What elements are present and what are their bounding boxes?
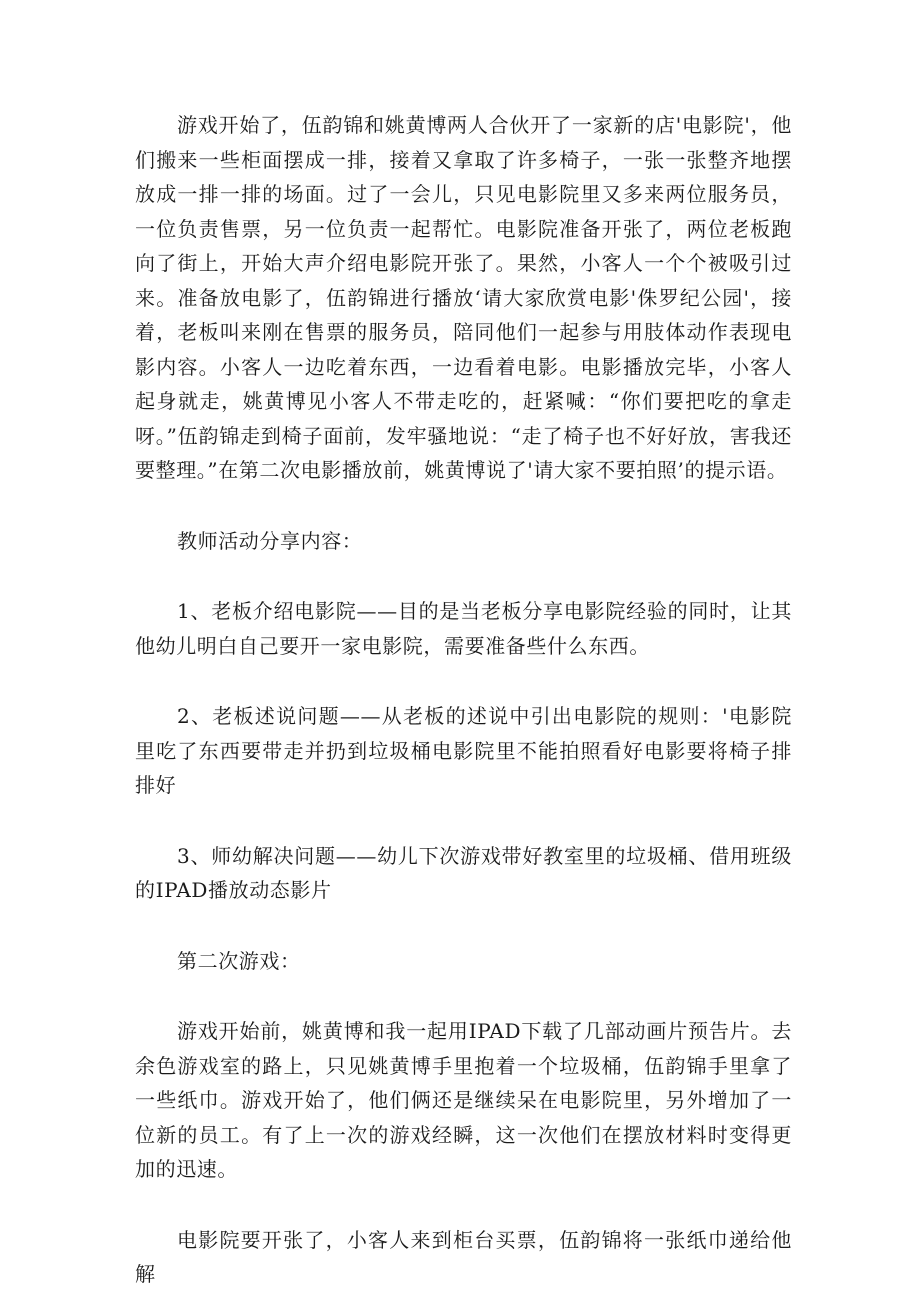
story-paragraph-1: 游戏开始了，伍韵锦和姚黄博两人合伙开了一家新的店'电影院'，他们搬来一些柜面摆成一排，接着又拿取了许多椅子，一张一张整齐地摆放成一排一排的场面。过了一会儿，只见电影院里又多来两位服务员，一位负责售票，另一位负责一起帮忙。电影院准备开张了，两位老板跑向了街上，开始大声介绍电影院开张了。果然，小客人一个个被吸引过来。准备放电影了，伍韵锦进行播放‘请大家欣赏电影'侏罗纪公园'，接着，老板叫来刚在售票的服务员，陪同他们一起参与用肢体动作表现电影内容。小客人一边吃着东西，一边看着电影。电影播放完毕，小客人起身就走，姚黄博见小客人不带走吃的，赶紧喊：“你们要把吃的拿走呀。”伍韵锦走到椅子面前，发牢骚地说：“走了椅子也不好好放，害我还要整理。”在第二次电影播放前，姚黄博说了'请大家不要拍照’的提示语。 [135, 113, 792, 482]
activity-item-1: 1、老板介绍电影院——目的是当老板分享电影院经验的同时，让其他幼儿明白自己要开一家电影院，需要准备些什么东西。 [135, 599, 792, 658]
second-game-paragraph: 游戏开始前，姚黄博和我一起用IPAD下载了几部动画片预告片。去余色游戏室的路上，只见姚黄博手里抱着一个垃圾桶，伍韵锦手里拿了一些纸巾。游戏开始了，他们俩还是继续呆在电影院里，另外增加了一位新的员工。有了上一次的游戏经瞬，这一次他们在摆放材料时变得更加的迅速。 [135, 1019, 792, 1181]
cinema-opening-paragraph: 电影院要开张了，小客人来到柜台买票，伍韵锦将一张纸巾递给他解 [135, 1227, 792, 1286]
teacher-activity-heading: 教师活动分享内容： [177, 528, 363, 553]
activity-item-3: 3、师幼解决问题——幼儿下次游戏带好教室里的垃圾桶、借用班级的IPAD播放动态影片 [135, 843, 792, 902]
second-game-heading: 第二次游戏： [177, 948, 301, 973]
activity-item-2: 2、老板述说问题——从老板的述说中引出电影院的规则：'电影院里吃了东西要带走并扔到垃圾桶电影院里不能拍照看好电影要将椅子排排好 [135, 704, 792, 797]
